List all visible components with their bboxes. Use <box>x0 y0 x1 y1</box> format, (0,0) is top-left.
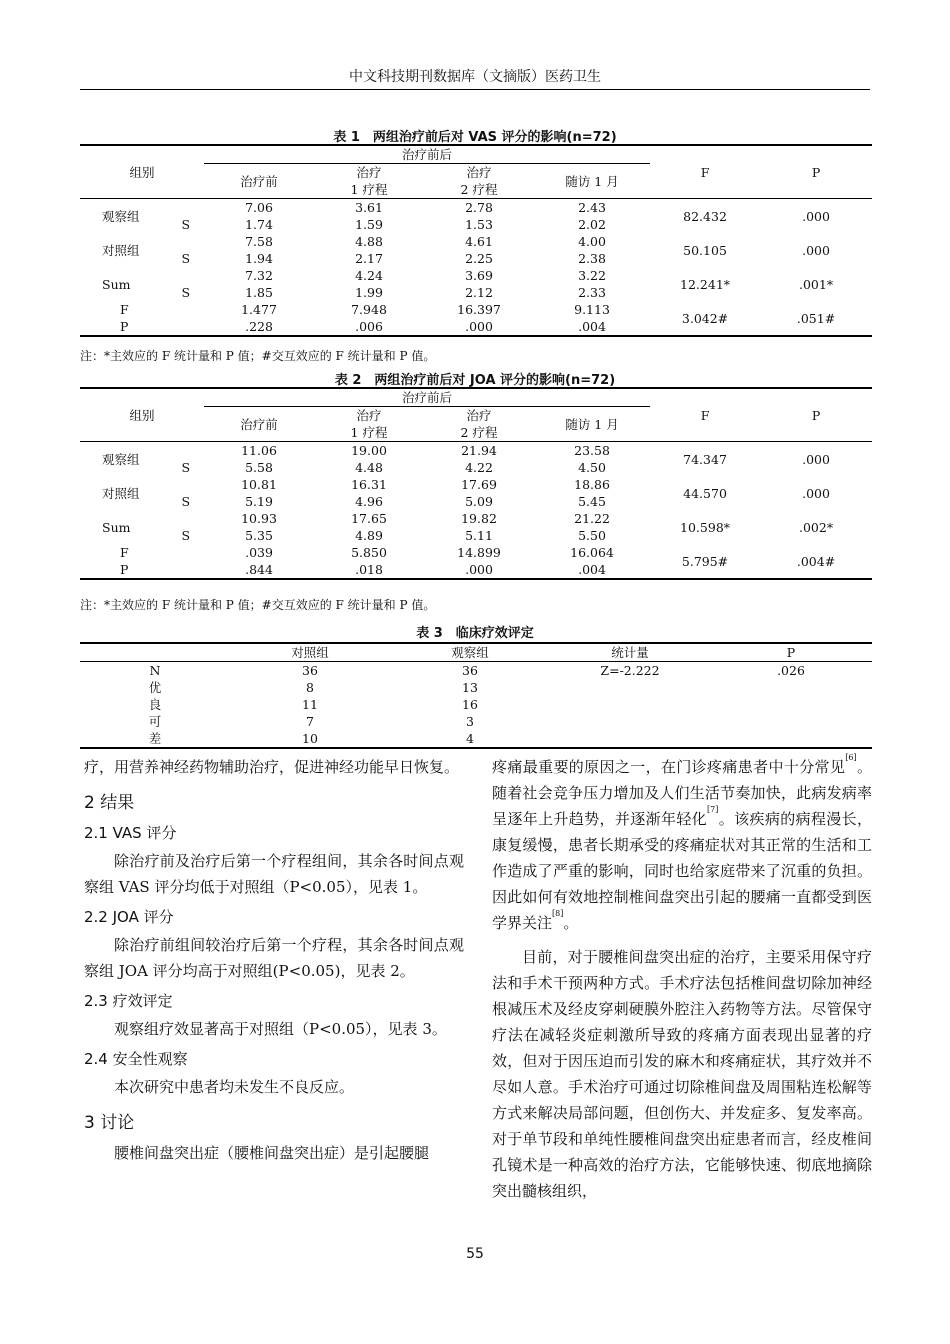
table-cell: .004# <box>760 544 872 579</box>
table-cell: 2.17 <box>355 251 383 266</box>
column-header: P <box>710 643 872 662</box>
subsection-heading-joa: 2.2 JOA 评分 <box>84 908 174 926</box>
table3 <box>80 642 872 749</box>
table-cell: .018 <box>314 561 424 579</box>
table-note: 注：*主效应的 F 统计量和 P 值；#交互效应的 F 统计量和 P 值。 <box>80 598 436 612</box>
table-cell: 16.064 <box>570 545 614 560</box>
row-group-label <box>80 476 204 510</box>
column-header <box>80 643 230 662</box>
paragraph: 观察组疗效显著高于对照组（P<0.05），见表 3。 <box>114 1020 447 1038</box>
table-cell: 23.58 <box>574 443 610 458</box>
table-cell: 16.397 <box>457 302 501 317</box>
table-cell: 4 <box>390 730 550 748</box>
table-cell: .000 <box>802 485 830 501</box>
table-cell: 2.38 <box>578 251 606 266</box>
header-group: 组别 <box>80 388 204 442</box>
column-header: 观察组 <box>390 643 550 662</box>
table-row <box>80 662 872 680</box>
group-name: 对照组 <box>102 242 140 258</box>
table-cell: 4.48 <box>355 460 383 475</box>
table-cell: 1.99 <box>355 285 383 300</box>
table-cell: 18.86 <box>574 477 610 492</box>
table-cell: 1.85 <box>245 285 273 300</box>
table-cell: 差 <box>80 730 230 748</box>
paragraph: 除治疗前及治疗后第一个疗程组间，其余各时间点观察组 VAS 评分均低于对照组（P<0.05），见表 1。 <box>84 852 464 896</box>
table-cell: 7.58 <box>245 234 273 249</box>
table-row <box>80 476 872 493</box>
row-group-label <box>80 199 204 234</box>
table-cell: 12.241* <box>680 276 731 292</box>
table-cell: 10.93 <box>241 511 277 526</box>
group-name: 观察组 <box>102 208 140 224</box>
table-cell: 36 <box>462 663 478 678</box>
sd-label: S <box>181 251 191 266</box>
table-cell: 1.59 <box>355 217 383 232</box>
table-cell: 1.74 <box>245 217 273 232</box>
header-before: 治疗前 <box>204 164 314 199</box>
citation[interactable]: [6] <box>845 753 857 762</box>
table-cell <box>550 696 710 713</box>
table3-caption: 表 3 临床疗效评定 <box>416 626 534 641</box>
table-cell: P <box>80 561 204 579</box>
table-cell: 5.35 <box>245 528 273 543</box>
table-cell: F <box>120 545 129 560</box>
header-course2: 治疗 2 疗程 <box>424 407 534 442</box>
table-row <box>80 199 872 217</box>
paragraph: 疼痛最重要的原因之一，在门诊疼痛患者中十分常见[6]。随着社会竞争压力增加及人们生活节奏加快，此病发病率呈逐年上升趋势，并逐渐年轻化[7]。该疾病的病程漫长，康复缓慢，患者长期承受的疼痛症状对其正常的生活和工作造成了严重的影响，同时也给家庭带来了沉重的负担。因此如何有效地控制椎间盘突出引起的腰痛一直都受到医学界关注[8]。 <box>492 753 872 932</box>
table-cell: Z=-2.222 <box>600 663 660 678</box>
table-cell: 8 <box>306 680 314 695</box>
table-cell: 16.31 <box>351 477 387 492</box>
table-cell: 7.06 <box>245 200 273 215</box>
table-cell: 7.32 <box>245 268 273 283</box>
sd-label: S <box>181 217 191 232</box>
table-cell: 10 <box>230 730 390 748</box>
table-row <box>80 544 872 561</box>
citation[interactable]: [7] <box>707 805 719 814</box>
table1 <box>80 144 872 337</box>
table-cell: 4.61 <box>465 234 493 249</box>
header-course1: 治疗 1 疗程 <box>314 164 424 199</box>
sd-label: S <box>181 528 191 543</box>
table-cell: 11 <box>302 697 318 712</box>
table-cell: .228 <box>204 318 314 336</box>
table-cell: 4.00 <box>578 234 606 249</box>
subsection-heading-safety: 2.4 安全性观察 <box>84 1050 188 1068</box>
table-header-row <box>80 643 872 662</box>
table-cell: .000 <box>424 318 534 336</box>
table-cell: 36 <box>302 663 318 678</box>
table-cell: 5.19 <box>245 494 273 509</box>
table-row <box>80 679 872 696</box>
section-heading-results: 2 结果 <box>84 793 135 813</box>
table-cell: 5.45 <box>578 494 606 509</box>
table-cell: 3 <box>466 714 474 729</box>
table-row <box>80 730 872 748</box>
header-P: P <box>760 145 872 199</box>
paragraph: 除治疗前组间较治疗后第一个疗程，其余各时间点观察组 JOA 评分均高于对照组(P<0.05)，见表 2。 <box>84 936 464 980</box>
table-cell: 21.94 <box>461 443 497 458</box>
table-cell: 3.22 <box>578 268 606 283</box>
table-cell: 74.347 <box>683 451 727 467</box>
group-name: 对照组 <box>102 485 140 501</box>
table-cell: 3.69 <box>465 268 493 283</box>
table-cell: .051# <box>760 301 872 336</box>
table-cell: 4.96 <box>355 494 383 509</box>
group-name: 观察组 <box>102 451 140 467</box>
table-row <box>80 233 872 250</box>
table-cell: 4.50 <box>578 460 606 475</box>
table-cell: 2.25 <box>465 251 493 266</box>
table-cell: .000 <box>424 561 534 579</box>
table-cell: 10.598* <box>680 519 731 535</box>
table-cell: 50.105 <box>683 242 727 258</box>
table-cell: 11.06 <box>241 443 277 458</box>
table-cell <box>550 713 710 730</box>
table-cell: .004 <box>534 561 650 579</box>
table-cell: 19.82 <box>461 511 497 526</box>
table-cell: 2.78 <box>465 200 493 215</box>
group-name: Sum <box>102 276 131 292</box>
table-cell: N <box>149 663 161 678</box>
table-cell: 13 <box>462 680 478 695</box>
table-cell: 7.948 <box>351 302 387 317</box>
sd-label: S <box>181 285 191 300</box>
section-heading-discussion: 3 讨论 <box>84 1113 135 1133</box>
table2 <box>80 387 872 580</box>
table-cell: 5.09 <box>465 494 493 509</box>
header-span: 治疗前后 <box>204 388 650 407</box>
table-cell: 2.43 <box>578 200 606 215</box>
subsection-heading-efficacy: 2.3 疗效评定 <box>84 992 173 1010</box>
row-group-label <box>80 233 204 267</box>
paragraph: 腰椎间盘突出症（腰椎间盘突出症）是引起腰腿 <box>114 1144 430 1162</box>
table-row <box>80 267 872 284</box>
header-rule <box>80 89 870 90</box>
table-cell: 17.65 <box>351 511 387 526</box>
header-F: F <box>650 388 760 442</box>
table-cell: F <box>120 302 129 317</box>
table-cell: 2.02 <box>578 217 606 232</box>
table-cell: 3.042# <box>650 301 760 336</box>
table-cell: .000 <box>802 208 830 224</box>
table-cell: 1.477 <box>241 302 277 317</box>
table-cell: .039 <box>245 545 273 560</box>
table-cell: 4.22 <box>465 460 493 475</box>
table-cell: 7 <box>306 714 314 729</box>
table-cell: 1.94 <box>245 251 273 266</box>
table-note: 注：*主效应的 F 统计量和 P 值；#交互效应的 F 统计量和 P 值。 <box>80 349 436 363</box>
sd-label: S <box>181 460 191 475</box>
table2-caption: 表 2 两组治疗前后对 JOA 评分的影响(n=72) <box>334 373 616 388</box>
table-cell: .006 <box>314 318 424 336</box>
table-row <box>80 442 872 460</box>
header-followup: 随访 1 月 <box>534 164 650 199</box>
left-column <box>84 754 464 1166</box>
table-cell: P <box>80 318 204 336</box>
table-cell: 5.50 <box>578 528 606 543</box>
table-row <box>80 713 872 730</box>
sd-label: S <box>181 494 191 509</box>
table-cell: .004 <box>534 318 650 336</box>
group-name: Sum <box>102 519 131 535</box>
table-cell: 10.81 <box>241 477 277 492</box>
table-cell: 5.58 <box>245 460 273 475</box>
header-course1: 治疗 1 疗程 <box>314 407 424 442</box>
table-cell: 1.53 <box>465 217 493 232</box>
table-cell <box>710 696 872 713</box>
header-course2: 治疗 2 疗程 <box>424 164 534 199</box>
table-cell: 21.22 <box>574 511 610 526</box>
table-cell <box>550 679 710 696</box>
table-cell: .000 <box>802 451 830 467</box>
table-cell: 4.89 <box>355 528 383 543</box>
row-group-label <box>80 510 204 544</box>
row-group-label <box>80 442 204 477</box>
paragraph: 疗，用营养神经药物辅助治疗，促进神经功能早日恢复。 <box>84 758 460 776</box>
table-cell: .844 <box>204 561 314 579</box>
paragraph: 本次研究中患者均未发生不良反应。 <box>114 1078 355 1096</box>
table-cell: 17.69 <box>461 477 497 492</box>
table-cell: .001* <box>798 276 834 292</box>
table-cell: 2.12 <box>465 285 493 300</box>
table-cell <box>710 730 872 748</box>
table-cell: 5.850 <box>351 545 387 560</box>
header-before: 治疗前 <box>204 407 314 442</box>
table-cell: 4.24 <box>355 268 383 283</box>
header-P: P <box>760 388 872 442</box>
table-cell: 5.11 <box>465 528 493 543</box>
table-cell: 19.00 <box>351 443 387 458</box>
header-F: F <box>650 145 760 199</box>
column-header: 统计量 <box>550 643 710 662</box>
header-span: 治疗前后 <box>204 145 650 164</box>
table-cell: 良 <box>148 697 162 712</box>
table-cell: 14.899 <box>457 545 501 560</box>
page-number: 55 <box>466 1246 484 1262</box>
table-cell <box>550 730 710 748</box>
table1-caption: 表 1 两组治疗前后对 VAS 评分的影响(n=72) <box>333 130 617 145</box>
table-row <box>80 696 872 713</box>
table-cell: 82.432 <box>683 208 727 224</box>
table-cell: 5.795# <box>650 544 760 579</box>
table-cell: 4.88 <box>355 234 383 249</box>
table-cell: .026 <box>777 663 805 678</box>
table-cell: 2.33 <box>578 285 606 300</box>
table-cell: 16 <box>462 697 478 712</box>
table-cell: 可 <box>148 714 162 729</box>
citation[interactable]: [8] <box>552 909 564 918</box>
table-row <box>80 301 872 318</box>
header-followup: 随访 1 月 <box>534 407 650 442</box>
subsection-heading-vas: 2.1 VAS 评分 <box>84 824 177 842</box>
table-cell: 9.113 <box>574 302 610 317</box>
table-cell: 3.61 <box>355 200 383 215</box>
paragraph: 目前，对于腰椎间盘突出症的治疗，主要采用保守疗法和手术干预两种方式。手术疗法包括椎间盘切除加神经根减压术及经皮穿刺硬膜外腔注入药物等方法。尽管保守疗法在减轻炎症刺激所导致的疼痛方面表现出显著的疗效，但对于因压迫而引发的麻木和疼痛症状，其疗效并不尽如人意。手术治疗可通过切除椎间盘及周围粘连松解等方式来解决局部问题，但创伤大、并发症多、复发率高。对于单节段和单纯性腰椎间盘突出症患者而言，经皮椎间孔镜术是一种高效的治疗方法，它能够快速、彻底地摘除突出髓核组织， <box>492 948 872 1200</box>
column-header: 对照组 <box>230 643 390 662</box>
table-cell: 优 <box>148 680 162 695</box>
table-cell <box>710 713 872 730</box>
running-header: 中文科技期刊数据库（文摘版）医药卫生 <box>349 69 601 85</box>
row-group-label <box>80 267 204 301</box>
table-cell: .000 <box>802 242 830 258</box>
header-group: 组别 <box>80 145 204 199</box>
right-column <box>492 754 872 1204</box>
table-cell: 44.570 <box>683 485 727 501</box>
table-cell: .002* <box>798 519 834 535</box>
table-cell <box>710 679 872 696</box>
table-row <box>80 510 872 527</box>
